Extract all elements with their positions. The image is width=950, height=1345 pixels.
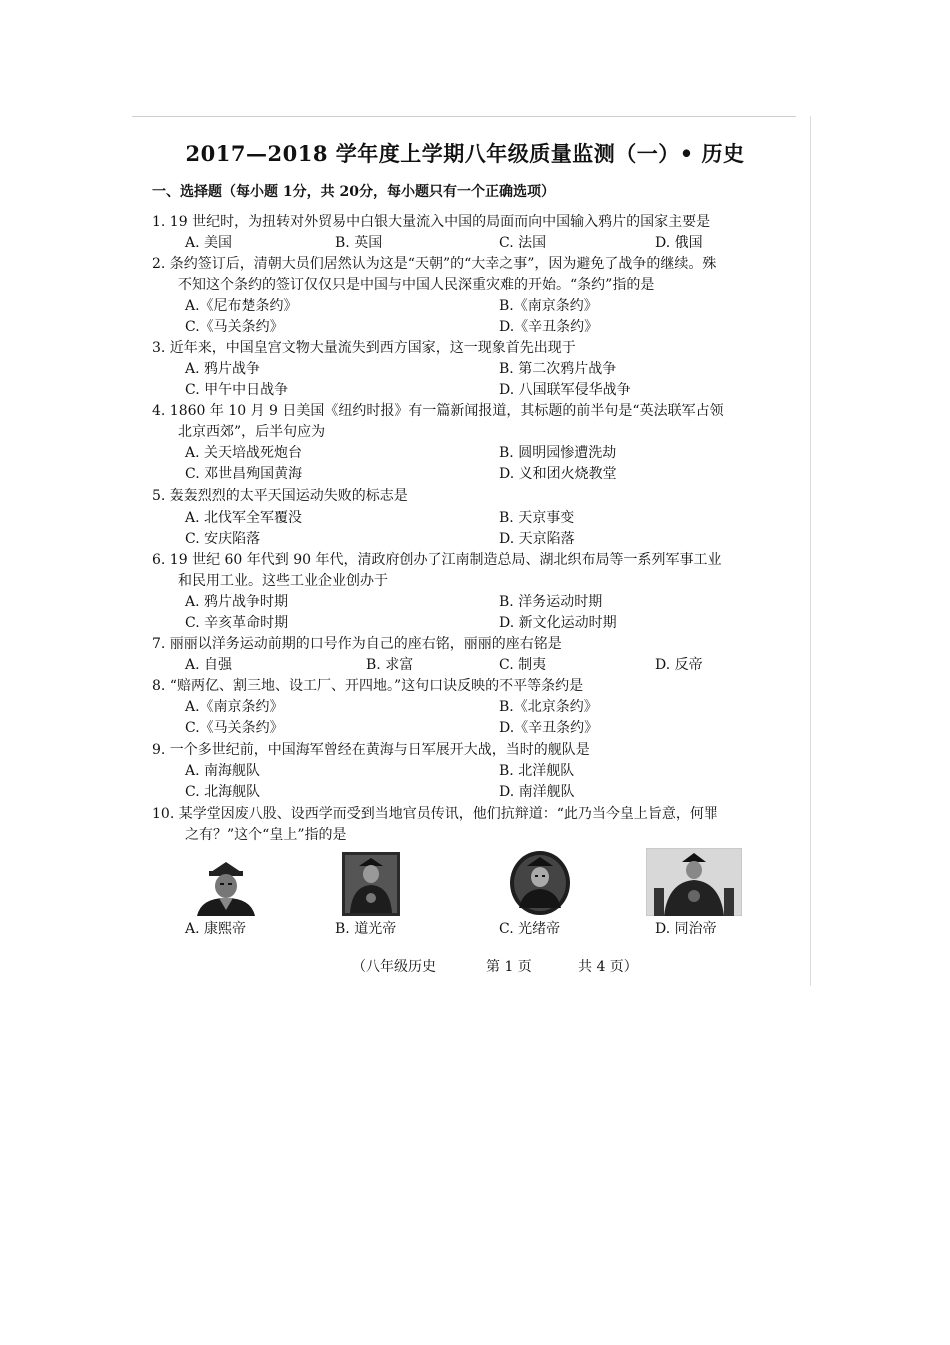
q5-option-a: A. 北伐军全军覆没 <box>185 510 303 526</box>
portrait-guangxu-icon <box>509 850 571 916</box>
q5-option-b: B. 天京事变 <box>499 510 575 526</box>
q3-option-a: A. 鸦片战争 <box>185 361 261 377</box>
q8-option-b: B.《北京条约》 <box>499 699 598 715</box>
q9-option-c: C. 北海舰队 <box>185 784 261 800</box>
q1-option-c: C. 法国 <box>499 235 547 251</box>
footer-page-total: 共 4 页） <box>578 959 638 975</box>
question-2-text-cont: 不知这个条约的签订仅仅只是中国与中国人民深重灾难的开始。“条约”指的是 <box>178 277 655 293</box>
q2-option-b: B.《南京条约》 <box>499 298 598 314</box>
q5-option-c: C. 安庆陷落 <box>185 531 261 547</box>
q7-option-b: B. 求富 <box>366 657 414 673</box>
question-10-text: 10. 某学堂因废八股、设西学而受到当地官员传讯，他们抗辩道：“此乃当今皇上旨意，何罪 <box>152 806 718 822</box>
q10-option-d: D. 同治帝 <box>655 921 717 937</box>
question-6-text-cont: 和民用工业。这些工业企业创办于 <box>178 573 388 589</box>
question-9-text: 9. 一个多世纪前，中国海军曾经在黄海与日军展开大战，当时的舰队是 <box>152 742 590 758</box>
q8-option-d: D.《辛丑条约》 <box>499 720 599 736</box>
q3-option-d: D. 八国联军侵华战争 <box>499 382 631 398</box>
q1-option-d: D. 俄国 <box>655 235 703 251</box>
q6-option-a: A. 鸦片战争时期 <box>185 594 289 610</box>
q9-option-d: D. 南洋舰队 <box>499 784 575 800</box>
q10-option-c: C. 光绪帝 <box>499 921 561 937</box>
q9-option-a: A. 南海舰队 <box>185 763 261 779</box>
question-4-text-cont: 北京西郊”，后半句应为 <box>178 424 326 440</box>
question-8-text: 8. “赔两亿、割三地、设工厂、开四地。”这句口诀反映的不平等条约是 <box>152 678 584 694</box>
q2-option-c: C.《马关条约》 <box>185 319 284 335</box>
q10-option-b: B. 道光帝 <box>335 921 397 937</box>
q3-option-c: C. 甲午中日战争 <box>185 382 289 398</box>
q8-option-c: C.《马关条约》 <box>185 720 284 736</box>
q8-option-a: A.《南京条约》 <box>185 699 284 715</box>
section-heading: 一、选择题（每小题 1分，共 20分，每小题只有一个正确选项） <box>152 184 555 200</box>
q10-option-a: A. 康熙帝 <box>185 921 247 937</box>
q7-option-c: C. 制夷 <box>499 657 547 673</box>
question-3-text: 3. 近年来，中国皇宫文物大量流失到西方国家，这一现象首先出现于 <box>152 340 576 356</box>
q1-option-a: A. 美国 <box>185 235 233 251</box>
q7-option-d: D. 反帝 <box>655 657 703 673</box>
right-divider <box>810 116 811 986</box>
q1-option-b: B. 英国 <box>335 235 383 251</box>
question-5-text: 5. 轰轰烈烈的太平天国运动失败的标志是 <box>152 488 408 504</box>
q4-option-a: A. 关天培战死炮台 <box>185 445 303 461</box>
question-10-text-cont: 之有？”这个“皇上”指的是 <box>185 827 347 843</box>
q6-option-c: C. 辛亥革命时期 <box>185 615 289 631</box>
question-1-text: 1. 19 世纪时，为扭转对外贸易中白银大量流入中国的局面而向中国输入鸦片的国家主要是 <box>152 214 711 230</box>
q4-option-d: D. 义和团火烧教堂 <box>499 466 617 482</box>
top-divider <box>132 116 796 117</box>
question-2-text: 2. 条约签订后，清朝大员们居然认为这是“天朝”的“大幸之事”，因为避免了战争的继续。殊 <box>152 256 717 272</box>
q2-option-d: D.《辛丑条约》 <box>499 319 599 335</box>
q5-option-d: D. 天京陷落 <box>499 531 575 547</box>
portrait-tongzhi-icon <box>646 848 742 916</box>
question-4-text: 4. 1860 年 10 月 9 日美国《纽约时报》有一篇新闻报道，其标题的前半句是“英法联军占领 <box>152 403 724 419</box>
portrait-kangxi-icon <box>193 858 259 916</box>
footer-page-number: 第 1 页 <box>486 959 532 975</box>
question-7-text: 7. 丽丽以洋务运动前期的口号作为自己的座右铭，丽丽的座右铭是 <box>152 636 562 652</box>
q6-option-d: D. 新文化运动时期 <box>499 615 617 631</box>
q4-option-b: B. 圆明园惨遭洗劫 <box>499 445 617 461</box>
q2-option-a: A.《尼布楚条约》 <box>185 298 298 314</box>
q7-option-a: A. 自强 <box>185 657 233 673</box>
q3-option-b: B. 第二次鸦片战争 <box>499 361 617 377</box>
q6-option-b: B. 洋务运动时期 <box>499 594 603 610</box>
q9-option-b: B. 北洋舰队 <box>499 763 575 779</box>
footer-subject: （八年级历史 <box>352 959 436 975</box>
question-6-text: 6. 19 世纪 60 年代到 90 年代，清政府创办了江南制造总局、湖北织布局等一系列军事工业 <box>152 552 722 568</box>
page-title: 2017—2018 学年度上学期八年级质量监测（一）• 历史 <box>185 141 745 166</box>
portrait-daoguang-icon <box>342 852 400 916</box>
q4-option-c: C. 邓世昌殉国黄海 <box>185 466 303 482</box>
